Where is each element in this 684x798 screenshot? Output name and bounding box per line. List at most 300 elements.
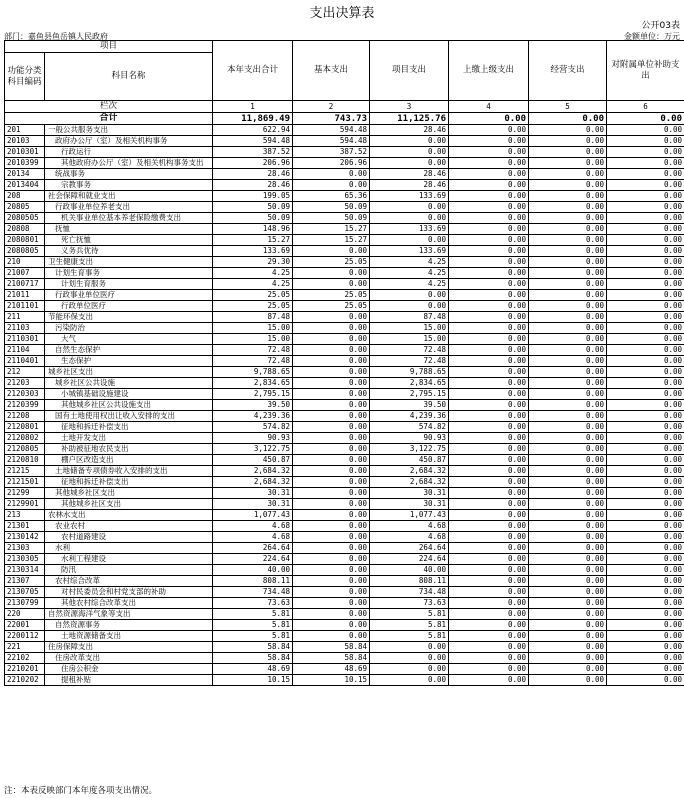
row-value: 0.00 xyxy=(293,455,370,466)
row-value: 0.00 xyxy=(607,235,684,246)
row-subject-name: 行政运行 xyxy=(45,147,213,158)
row-value: 450.87 xyxy=(370,455,449,466)
row-value: 0.00 xyxy=(293,169,370,180)
row-code: 20134 xyxy=(5,169,45,180)
table-row xyxy=(5,169,684,180)
row-value: 133.69 xyxy=(370,191,449,202)
row-value: 0.00 xyxy=(529,312,607,323)
row-value: 0.00 xyxy=(607,598,684,609)
department-label: 部门：嘉鱼县鱼岳镇人民政府 xyxy=(4,32,108,41)
row-code: 20103 xyxy=(5,136,45,147)
row-value: 15.00 xyxy=(370,323,449,334)
row-value: 0.00 xyxy=(607,224,684,235)
table-row xyxy=(5,664,684,675)
row-code: 2120810 xyxy=(5,455,45,466)
row-subject-name: 农村综合改革 xyxy=(45,576,213,587)
func-code-header: 功能分类科目编码 xyxy=(5,53,45,101)
col-header-business: 经营支出 xyxy=(529,41,607,101)
row-value: 0.00 xyxy=(529,367,607,378)
row-value: 0.00 xyxy=(607,653,684,664)
row-code: 2080505 xyxy=(5,213,45,224)
row-value: 0.00 xyxy=(529,411,607,422)
row-value: 0.00 xyxy=(529,180,607,191)
row-value: 0.00 xyxy=(449,345,529,356)
row-value: 0.00 xyxy=(449,136,529,147)
row-value: 0.00 xyxy=(529,576,607,587)
row-value: 0.00 xyxy=(449,257,529,268)
row-subject-name: 水利 xyxy=(45,543,213,554)
col-header-subsidy: 对附属单位补助支出 xyxy=(607,41,684,101)
row-value: 0.00 xyxy=(607,389,684,400)
row-subject-name: 征地和拆迁补偿支出 xyxy=(45,422,213,433)
row-value: 0.00 xyxy=(449,675,529,686)
row-code: 2010399 xyxy=(5,158,45,169)
row-value: 0.00 xyxy=(370,301,449,312)
table-row xyxy=(5,290,684,301)
row-value: 0.00 xyxy=(293,246,370,257)
row-value: 0.00 xyxy=(607,356,684,367)
unit-label: 金额单位：万元 xyxy=(624,32,680,41)
row-code: 2200112 xyxy=(5,631,45,642)
row-value: 206.96 xyxy=(213,158,293,169)
row-value: 0.00 xyxy=(449,235,529,246)
row-value: 15.00 xyxy=(370,334,449,345)
row-value: 0.00 xyxy=(293,499,370,510)
row-code: 2130142 xyxy=(5,532,45,543)
row-code: 21299 xyxy=(5,488,45,499)
table-row xyxy=(5,444,684,455)
row-code: 2100717 xyxy=(5,279,45,290)
table-row xyxy=(5,334,684,345)
row-value: 0.00 xyxy=(529,136,607,147)
row-subject-name: 死亡抚恤 xyxy=(45,235,213,246)
row-subject-name: 其他城乡社区支出 xyxy=(45,488,213,499)
row-code: 2121501 xyxy=(5,477,45,488)
table-row xyxy=(5,598,684,609)
row-value: 0.00 xyxy=(607,576,684,587)
row-value: 0.00 xyxy=(607,554,684,565)
row-subject-name: 对村民委员会和村党支部的补助 xyxy=(45,587,213,598)
row-subject-name: 农林水支出 xyxy=(45,510,213,521)
row-code: 211 xyxy=(5,312,45,323)
row-value: 387.52 xyxy=(293,147,370,158)
row-value: 0.00 xyxy=(293,609,370,620)
table-row xyxy=(5,312,684,323)
row-value: 1,077.43 xyxy=(370,510,449,521)
row-code: 2210202 xyxy=(5,675,45,686)
row-subject-name: 义务兵优待 xyxy=(45,246,213,257)
table-row xyxy=(5,609,684,620)
row-subject-name: 住房保障支出 xyxy=(45,642,213,653)
row-value: 0.00 xyxy=(529,664,607,675)
row-value: 87.48 xyxy=(370,312,449,323)
row-value: 0.00 xyxy=(607,334,684,345)
row-value: 0.00 xyxy=(607,400,684,411)
row-value: 0.00 xyxy=(449,598,529,609)
row-value: 0.00 xyxy=(529,565,607,576)
row-value: 574.82 xyxy=(370,422,449,433)
row-value: 0.00 xyxy=(449,400,529,411)
row-value: 0.00 xyxy=(370,675,449,686)
total-cell: 0.00 xyxy=(607,113,684,125)
row-value: 0.00 xyxy=(529,224,607,235)
row-value: 0.00 xyxy=(607,213,684,224)
row-code: 213 xyxy=(5,510,45,521)
table-row xyxy=(5,125,684,136)
row-value: 0.00 xyxy=(449,301,529,312)
row-value: 224.64 xyxy=(370,554,449,565)
total-row xyxy=(5,113,684,125)
row-subject-name: 宗教事务 xyxy=(45,180,213,191)
row-value: 30.31 xyxy=(370,488,449,499)
row-value: 0.00 xyxy=(529,521,607,532)
row-value: 0.00 xyxy=(293,323,370,334)
row-value: 0.00 xyxy=(607,565,684,576)
row-value: 0.00 xyxy=(293,587,370,598)
row-value: 90.93 xyxy=(213,433,293,444)
row-subject-name: 自然资源事务 xyxy=(45,620,213,631)
row-value: 0.00 xyxy=(529,642,607,653)
table-row xyxy=(5,279,684,290)
row-subject-name: 水利工程建设 xyxy=(45,554,213,565)
index-cell: 2 xyxy=(293,101,370,113)
row-code: 21215 xyxy=(5,466,45,477)
row-code: 20805 xyxy=(5,202,45,213)
row-value: 0.00 xyxy=(529,246,607,257)
row-value: 0.00 xyxy=(607,323,684,334)
row-value: 72.48 xyxy=(370,345,449,356)
row-value: 4.68 xyxy=(370,521,449,532)
table-row xyxy=(5,136,684,147)
row-value: 0.00 xyxy=(607,488,684,499)
row-value: 58.84 xyxy=(213,642,293,653)
row-value: 5.81 xyxy=(370,609,449,620)
row-subject-name: 住房改革支出 xyxy=(45,653,213,664)
row-value: 0.00 xyxy=(293,356,370,367)
row-value: 28.46 xyxy=(213,180,293,191)
index-cell: 1 xyxy=(213,101,293,113)
row-value: 0.00 xyxy=(293,400,370,411)
table-row xyxy=(5,422,684,433)
row-subject-name: 其他政府办公厅（室）及相关机构事务支出 xyxy=(45,158,213,169)
row-subject-name: 农村道路建设 xyxy=(45,532,213,543)
row-value: 0.00 xyxy=(529,389,607,400)
total-cell: 11,125.76 xyxy=(370,113,449,125)
row-value: 39.50 xyxy=(213,400,293,411)
row-subject-name: 土地开发支出 xyxy=(45,433,213,444)
row-value: 0.00 xyxy=(529,587,607,598)
table-row xyxy=(5,488,684,499)
row-value: 2,684.32 xyxy=(213,466,293,477)
table-row xyxy=(5,235,684,246)
row-value: 50.09 xyxy=(293,213,370,224)
row-value: 0.00 xyxy=(449,466,529,477)
row-value: 15.27 xyxy=(213,235,293,246)
row-code: 21307 xyxy=(5,576,45,587)
row-value: 0.00 xyxy=(449,620,529,631)
row-code: 21208 xyxy=(5,411,45,422)
row-value: 2,795.15 xyxy=(213,389,293,400)
row-value: 0.00 xyxy=(607,191,684,202)
row-value: 133.69 xyxy=(370,224,449,235)
row-value: 0.00 xyxy=(449,631,529,642)
row-value: 0.00 xyxy=(529,158,607,169)
row-value: 0.00 xyxy=(449,268,529,279)
row-subject-name: 计划生育事务 xyxy=(45,268,213,279)
row-value: 40.00 xyxy=(213,565,293,576)
row-value: 0.00 xyxy=(449,367,529,378)
table-row xyxy=(5,367,684,378)
row-value: 0.00 xyxy=(607,279,684,290)
table-row xyxy=(5,345,684,356)
project-header: 项目 xyxy=(5,41,213,53)
row-value: 0.00 xyxy=(607,664,684,675)
row-code: 2130314 xyxy=(5,565,45,576)
row-value: 0.00 xyxy=(607,587,684,598)
row-value: 0.00 xyxy=(370,290,449,301)
row-value: 0.00 xyxy=(607,312,684,323)
table-row xyxy=(5,389,684,400)
table-row xyxy=(5,246,684,257)
row-value: 25.05 xyxy=(293,257,370,268)
row-value: 0.00 xyxy=(607,246,684,257)
table-row xyxy=(5,224,684,235)
row-value: 0.00 xyxy=(293,510,370,521)
row-value: 0.00 xyxy=(293,345,370,356)
table-row xyxy=(5,411,684,422)
table-row xyxy=(5,202,684,213)
row-value: 15.27 xyxy=(293,235,370,246)
row-value: 0.00 xyxy=(293,367,370,378)
row-value: 58.84 xyxy=(213,653,293,664)
row-subject-name: 防汛 xyxy=(45,565,213,576)
row-value: 0.00 xyxy=(293,576,370,587)
table-row xyxy=(5,466,684,477)
row-code: 201 xyxy=(5,125,45,136)
row-value: 4.25 xyxy=(370,268,449,279)
row-value: 0.00 xyxy=(370,213,449,224)
row-value: 0.00 xyxy=(607,367,684,378)
row-value: 0.00 xyxy=(293,411,370,422)
row-code: 2010301 xyxy=(5,147,45,158)
total-cell: 0.00 xyxy=(449,113,529,125)
total-cell: 743.73 xyxy=(293,113,370,125)
row-value: 0.00 xyxy=(370,136,449,147)
row-subject-name: 其他城乡社区公共设施支出 xyxy=(45,400,213,411)
row-value: 0.00 xyxy=(449,224,529,235)
row-value: 0.00 xyxy=(293,422,370,433)
row-value: 9,788.65 xyxy=(213,367,293,378)
row-value: 28.46 xyxy=(370,180,449,191)
row-value: 0.00 xyxy=(293,620,370,631)
row-value: 50.09 xyxy=(293,202,370,213)
row-value: 133.69 xyxy=(213,246,293,257)
row-value: 0.00 xyxy=(449,664,529,675)
row-value: 0.00 xyxy=(293,543,370,554)
row-subject-name: 征地和拆迁补偿支出 xyxy=(45,477,213,488)
table-row xyxy=(5,620,684,631)
row-value: 28.46 xyxy=(213,169,293,180)
table-row xyxy=(5,356,684,367)
row-value: 0.00 xyxy=(449,378,529,389)
row-code: 2130305 xyxy=(5,554,45,565)
row-value: 0.00 xyxy=(529,356,607,367)
table-row xyxy=(5,587,684,598)
row-code: 21104 xyxy=(5,345,45,356)
total-cell: 0.00 xyxy=(529,113,607,125)
row-subject-name: 小城镇基础设施建设 xyxy=(45,389,213,400)
row-value: 73.63 xyxy=(370,598,449,609)
row-value: 73.63 xyxy=(213,598,293,609)
table-row xyxy=(5,543,684,554)
row-value: 0.00 xyxy=(449,202,529,213)
row-value: 0.00 xyxy=(529,268,607,279)
row-value: 0.00 xyxy=(529,257,607,268)
row-subject-name: 卫生健康支出 xyxy=(45,257,213,268)
table-row xyxy=(5,675,684,686)
row-subject-name: 城乡社区公共设施 xyxy=(45,378,213,389)
row-value: 0.00 xyxy=(449,455,529,466)
table-row xyxy=(5,532,684,543)
row-value: 72.48 xyxy=(213,356,293,367)
row-value: 0.00 xyxy=(607,631,684,642)
row-value: 0.00 xyxy=(449,510,529,521)
row-value: 4.68 xyxy=(213,521,293,532)
row-value: 0.00 xyxy=(449,323,529,334)
row-code: 21007 xyxy=(5,268,45,279)
row-value: 0.00 xyxy=(529,279,607,290)
index-row xyxy=(5,101,684,113)
row-value: 0.00 xyxy=(607,477,684,488)
table-row xyxy=(5,521,684,532)
row-value: 0.00 xyxy=(449,521,529,532)
row-value: 133.69 xyxy=(370,246,449,257)
row-value: 90.93 xyxy=(370,433,449,444)
row-subject-name: 自然资源海洋气象等支出 xyxy=(45,609,213,620)
row-subject-name: 国有土地使用权出让收入安排的支出 xyxy=(45,411,213,422)
row-value: 5.81 xyxy=(370,620,449,631)
row-value: 48.69 xyxy=(293,664,370,675)
row-value: 0.00 xyxy=(529,554,607,565)
row-code: 21301 xyxy=(5,521,45,532)
row-value: 15.00 xyxy=(213,323,293,334)
table-row xyxy=(5,147,684,158)
row-subject-name: 农业农村 xyxy=(45,521,213,532)
row-value: 0.00 xyxy=(607,532,684,543)
row-value: 0.00 xyxy=(607,499,684,510)
row-value: 0.00 xyxy=(529,147,607,158)
row-value: 50.09 xyxy=(213,213,293,224)
row-code: 21303 xyxy=(5,543,45,554)
row-value: 0.00 xyxy=(607,158,684,169)
row-value: 0.00 xyxy=(529,345,607,356)
row-value: 0.00 xyxy=(449,312,529,323)
row-value: 0.00 xyxy=(293,554,370,565)
table-row xyxy=(5,642,684,653)
row-value: 48.69 xyxy=(213,664,293,675)
table-row xyxy=(5,400,684,411)
row-value: 4.25 xyxy=(370,279,449,290)
row-code: 2120303 xyxy=(5,389,45,400)
index-cell: 5 xyxy=(529,101,607,113)
row-value: 28.46 xyxy=(370,125,449,136)
row-code: 2110401 xyxy=(5,356,45,367)
row-value: 0.00 xyxy=(529,444,607,455)
row-value: 5.81 xyxy=(213,609,293,620)
row-subject-name: 一般公共服务支出 xyxy=(45,125,213,136)
row-value: 0.00 xyxy=(449,477,529,488)
row-value: 0.00 xyxy=(529,125,607,136)
row-code: 2110301 xyxy=(5,334,45,345)
row-subject-name: 污染防治 xyxy=(45,323,213,334)
row-subject-name: 节能环保支出 xyxy=(45,312,213,323)
row-subject-name: 其他城乡社区支出 xyxy=(45,499,213,510)
form-code: 公开03表 xyxy=(641,21,680,31)
row-value: 4.68 xyxy=(370,532,449,543)
row-code: 2080801 xyxy=(5,235,45,246)
row-value: 0.00 xyxy=(607,378,684,389)
row-value: 0.00 xyxy=(293,334,370,345)
row-subject-name: 行政事业单位医疗 xyxy=(45,290,213,301)
row-value: 0.00 xyxy=(293,466,370,477)
row-subject-name: 城乡社区支出 xyxy=(45,367,213,378)
row-value: 0.00 xyxy=(449,499,529,510)
col-header-total: 本年支出合计 xyxy=(213,41,293,101)
row-value: 0.00 xyxy=(293,532,370,543)
table-row xyxy=(5,323,684,334)
col-header-upper: 上缴上级支出 xyxy=(449,41,529,101)
row-code: 208 xyxy=(5,191,45,202)
row-subject-name: 抚恤 xyxy=(45,224,213,235)
row-value: 0.00 xyxy=(607,268,684,279)
row-value: 15.00 xyxy=(213,334,293,345)
row-value: 39.50 xyxy=(370,400,449,411)
row-value: 0.00 xyxy=(529,598,607,609)
row-value: 28.46 xyxy=(370,169,449,180)
row-value: 0.00 xyxy=(529,631,607,642)
row-value: 0.00 xyxy=(370,147,449,158)
row-value: 0.00 xyxy=(529,202,607,213)
row-value: 9,788.65 xyxy=(370,367,449,378)
row-value: 264.64 xyxy=(370,543,449,554)
row-value: 594.48 xyxy=(293,125,370,136)
row-code: 2120801 xyxy=(5,422,45,433)
row-value: 0.00 xyxy=(293,521,370,532)
row-value: 0.00 xyxy=(529,323,607,334)
row-code: 2130799 xyxy=(5,598,45,609)
row-value: 0.00 xyxy=(607,257,684,268)
row-value: 0.00 xyxy=(449,389,529,400)
row-value: 0.00 xyxy=(293,631,370,642)
table-row xyxy=(5,180,684,191)
row-value: 0.00 xyxy=(529,422,607,433)
row-value: 450.87 xyxy=(213,455,293,466)
table-row xyxy=(5,499,684,510)
row-value: 0.00 xyxy=(449,543,529,554)
row-value: 0.00 xyxy=(449,653,529,664)
index-cell: 4 xyxy=(449,101,529,113)
row-value: 0.00 xyxy=(529,675,607,686)
row-value: 0.00 xyxy=(449,433,529,444)
row-value: 0.00 xyxy=(607,169,684,180)
row-value: 0.00 xyxy=(607,345,684,356)
row-value: 594.48 xyxy=(213,136,293,147)
row-subject-name: 生态保护 xyxy=(45,356,213,367)
row-code: 2130705 xyxy=(5,587,45,598)
row-value: 0.00 xyxy=(370,202,449,213)
row-value: 2,834.65 xyxy=(213,378,293,389)
row-value: 0.00 xyxy=(607,510,684,521)
